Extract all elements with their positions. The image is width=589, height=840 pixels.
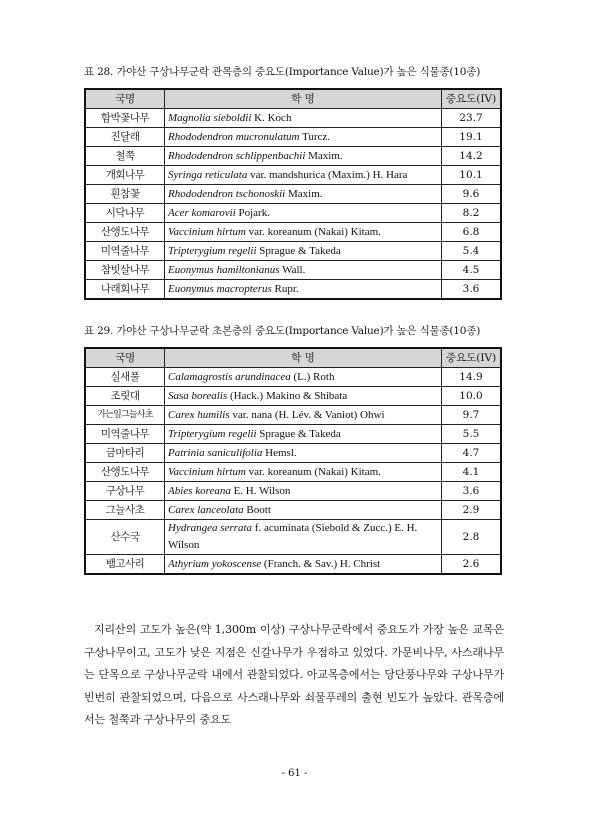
body-paragraph: 지리산의 고도가 높은(약 1,300m 이상) 구상나무군락에서 중요도가 가장 높은 교목은 구상나무이고, 고도가 낮은 지점은 신갈나무가 우점하고 있었다. 가문비나무, 사스래나무는 단목으로 구상나무군락 내에서 관찰되었다. 아교목층에서는 당단풍나무와 구상나무가 빈번히 관찰되었으며, 다음으로 사스래나무와 쇠물푸레의 출현 빈도가 높았다. 관목층에서는 철쭉과 구상나무의 중요도	[84, 623, 504, 726]
table-row	[85, 109, 501, 128]
scientific-name-author: var. koreanum (Nakai) Kitam.	[245, 465, 381, 478]
scientific-name-cell	[165, 387, 442, 406]
importance-value-cell: 3.6	[442, 280, 502, 300]
table-header-row	[85, 89, 501, 109]
scientific-name-author: K. Koch	[251, 111, 292, 124]
table-28	[84, 88, 502, 300]
scientific-name-italic: Sasa borealis	[168, 389, 228, 402]
korean-name-cell: 구상나무	[85, 482, 165, 501]
importance-value-cell: 2.6	[442, 555, 502, 575]
scientific-name-cell	[165, 185, 442, 204]
scientific-name-author: Pojark.	[235, 206, 270, 219]
scientific-name-author: Hemsl.	[262, 446, 297, 459]
scientific-name-author: (Franch. & Sav.) H. Christ	[261, 557, 381, 570]
korean-name-cell: 진달래	[85, 128, 165, 147]
header-importance-value: 중요도(IV)	[442, 348, 502, 368]
importance-value-cell: 8.2	[442, 204, 502, 223]
korean-name-cell: 흰참꽃	[85, 185, 165, 204]
scientific-name-cell	[165, 166, 442, 185]
scientific-name-author: Maxim.	[285, 187, 323, 200]
importance-value-cell: 10.0	[442, 387, 502, 406]
scientific-name-cell	[165, 425, 442, 444]
korean-name-cell: 함박꽃나무	[85, 109, 165, 128]
importance-value-cell: 4.7	[442, 444, 502, 463]
scientific-name-cell	[165, 444, 442, 463]
table-row	[85, 520, 501, 555]
scientific-name-author: Rupr.	[271, 282, 299, 295]
scientific-name-author: Sprague & Takeda	[256, 427, 341, 440]
scientific-name-italic: Acer komarovii	[168, 206, 236, 219]
table-row	[85, 223, 501, 242]
scientific-name-author: Boott	[243, 503, 271, 516]
table-row	[85, 425, 501, 444]
scientific-name-italic: Rhododendron schlippenbachii	[168, 149, 306, 162]
scientific-name-author: Turcz.	[299, 130, 331, 143]
importance-value-cell: 9.6	[442, 185, 502, 204]
korean-name-cell: 미역줄나무	[85, 425, 165, 444]
importance-value-cell: 5.4	[442, 242, 502, 261]
scientific-name-italic: Vaccinium hirtum	[168, 225, 246, 238]
scientific-name-cell	[165, 501, 442, 520]
scientific-name-cell	[165, 520, 442, 555]
importance-value-cell: 9.7	[442, 406, 502, 425]
table-row	[85, 261, 501, 280]
header-scientific-name: 학 명	[165, 348, 442, 368]
importance-value-cell: 6.8	[442, 223, 502, 242]
scientific-name-cell	[165, 109, 442, 128]
importance-value-cell: 10.1	[442, 166, 502, 185]
scientific-name-italic: Carex humilis	[168, 408, 230, 421]
korean-name-cell: 산수국	[85, 520, 165, 555]
scientific-name-italic: Tripterygium regelii	[168, 244, 257, 257]
scientific-name-italic: Abies koreana	[168, 484, 231, 497]
scientific-name-author: Sprague & Takeda	[256, 244, 341, 257]
table-row	[85, 185, 501, 204]
table-row	[85, 368, 501, 387]
table-29-caption: 표 29. 가야산 구상나무군락 초본층의 중요도(Importance Value)가 높은 식물종(10종)	[84, 325, 481, 337]
table-row	[85, 204, 501, 223]
korean-name-cell: 시닥나무	[85, 204, 165, 223]
scientific-name-italic: Euonymus macropterus	[168, 282, 272, 295]
korean-name-cell: 개회나무	[85, 166, 165, 185]
scientific-name-cell	[165, 204, 442, 223]
table-row	[85, 280, 501, 300]
scientific-name-cell	[165, 482, 442, 501]
scientific-name-cell	[165, 128, 442, 147]
scientific-name-italic: Tripterygium regelii	[168, 427, 257, 440]
korean-name-cell: 미역줄나무	[85, 242, 165, 261]
importance-value-cell: 14.2	[442, 147, 502, 166]
importance-value-cell: 14.9	[442, 368, 502, 387]
scientific-name-author: (Hack.) Makino & Shibata	[227, 389, 348, 402]
scientific-name-italic: Magnolia sieboldii	[168, 111, 252, 124]
importance-value-cell: 2.9	[442, 501, 502, 520]
korean-name-cell: 나래회나무	[85, 280, 165, 300]
scientific-name-italic: Patrinia saniculifolia	[168, 446, 263, 459]
importance-value-cell: 19.1	[442, 128, 502, 147]
importance-value-cell: 4.5	[442, 261, 502, 280]
scientific-name-cell	[165, 463, 442, 482]
scientific-name-author: var. nana (H. Lév. & Vaniot) Ohwi	[229, 408, 385, 421]
scientific-name-cell	[165, 261, 442, 280]
scientific-name-italic: Hydrangea serrata	[168, 522, 253, 534]
korean-name-cell: 산앵도나무	[85, 223, 165, 242]
scientific-name-cell	[165, 368, 442, 387]
table-row	[85, 555, 501, 575]
korean-name-cell: 그늘사초	[85, 501, 165, 520]
scientific-name-author: Maxim.	[305, 149, 343, 162]
scientific-name-author: E. H. Wilson	[230, 484, 291, 497]
table-29	[84, 347, 502, 575]
scientific-name-cell	[165, 147, 442, 166]
page-number: - 61 -	[281, 768, 308, 779]
header-korean-name: 국명	[85, 348, 165, 368]
table-28-caption: 표 28. 가야산 구상나무군락 관목층의 중요도(Importance Value)가 높은 식물종(10종)	[84, 66, 481, 78]
table-row	[85, 501, 501, 520]
importance-value-cell: 4.1	[442, 463, 502, 482]
importance-value-cell: 23.7	[442, 109, 502, 128]
korean-name-cell: 산앵도나무	[85, 463, 165, 482]
korean-name-cell: 참빗살나무	[85, 261, 165, 280]
table-row	[85, 128, 501, 147]
korean-name-cell: 조릿대	[85, 387, 165, 406]
korean-name-cell: 가는잎그늘사초	[85, 406, 165, 425]
scientific-name-cell	[165, 242, 442, 261]
scientific-name-author: (L.) Roth	[290, 370, 335, 383]
scientific-name-italic: Euonymus hamiltonianus	[168, 263, 280, 276]
table-row	[85, 242, 501, 261]
scientific-name-italic: Calamagrostis arundinacea	[168, 370, 291, 383]
scientific-name-italic: Rhododendron mucronulatum	[168, 130, 300, 143]
header-scientific-name: 학 명	[165, 89, 442, 109]
korean-name-cell: 철쭉	[85, 147, 165, 166]
scientific-name-italic: Rhododendron tschonoskii	[168, 187, 286, 200]
header-importance-value: 중요도(IV)	[442, 89, 502, 109]
scientific-name-author: var. mandshurica (Maxim.) H. Hara	[247, 168, 408, 181]
scientific-name-cell	[165, 406, 442, 425]
korean-name-cell: 실새풀	[85, 368, 165, 387]
scientific-name-cell	[165, 555, 442, 575]
table-row	[85, 463, 501, 482]
importance-value-cell: 2.8	[442, 520, 502, 555]
table-row	[85, 406, 501, 425]
korean-name-cell: 뱀고사리	[85, 555, 165, 575]
scientific-name-author: f. acuminata (Siebold & Zucc.) E. H. Wilson	[168, 522, 418, 551]
table-row	[85, 166, 501, 185]
korean-name-cell: 금마타리	[85, 444, 165, 463]
table-row	[85, 147, 501, 166]
table-row	[85, 482, 501, 501]
table-row	[85, 387, 501, 406]
table-header-row	[85, 348, 501, 368]
importance-value-cell: 3.6	[442, 482, 502, 501]
body-text	[84, 619, 504, 732]
scientific-name-author: Wall.	[279, 263, 306, 276]
scientific-name-cell	[165, 223, 442, 242]
scientific-name-italic: Syringa reticulata	[168, 168, 248, 181]
table-row	[85, 444, 501, 463]
scientific-name-italic: Carex lanceolata	[168, 503, 244, 516]
header-korean-name: 국명	[85, 89, 165, 109]
importance-value-cell: 5.5	[442, 425, 502, 444]
scientific-name-italic: Vaccinium hirtum	[168, 465, 246, 478]
scientific-name-author: var. koreanum (Nakai) Kitam.	[245, 225, 381, 238]
scientific-name-italic: Athyrium yokoscense	[168, 557, 262, 570]
scientific-name-cell	[165, 280, 442, 300]
